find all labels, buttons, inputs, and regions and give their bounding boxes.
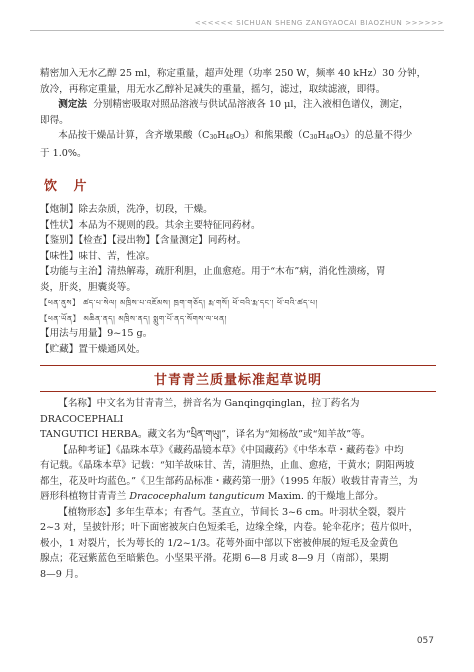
prep-line-2: 放冷，再称定重量，用无水乙醇补足减失的重量，摇匀，滤过，取续滤液，即得。 — [40, 83, 386, 95]
kaozheng-text: 唇形科植物甘青青兰 — [40, 491, 130, 502]
item-paozhi: 【炮制】除去杂质，洗净，切段，干燥。 — [40, 204, 213, 215]
draft-zhiwu-2: 2~3 对，呈披针形；叶下面密被灰白色短柔毛，边缘全缘，内卷。轮伞花序；苞片似叶， — [40, 522, 419, 533]
formula-sub: 48 — [225, 134, 234, 141]
prep-line-1: 精密加入无水乙醇 25 ml，称定重量，超声处理（功率 250 W，频率 40 kHz）30 分钟， — [40, 68, 427, 79]
formula-sub: 30 — [309, 134, 318, 141]
formula-sub: 3 — [241, 134, 245, 141]
prep-line-4: 即得。 — [40, 114, 69, 126]
draft-name-1: 【名称】中文名为甘青青兰，拼音名为 Ganqingqinglan，拉丁药名为 DRACOCEPHALI — [40, 398, 360, 425]
item-xingzhuang: 【性状】本品为不规则的段。其余主要特征同药材。 — [40, 219, 261, 231]
item-yongfa: 【用法与用量】9~15 g。 — [40, 328, 153, 339]
draft-zhiwu-5: 8—9 月。 — [40, 568, 85, 580]
draft-zhiwu-3: 极小，1 对裂片，长为萼长的 1/2~1/3。花萼外面中部以下密被伸展的短毛及金黄色 — [40, 537, 399, 549]
tibetan-line-2: 【ཕན་ཡོན】 མཆིན་ནད། མཁྲིས་ནད། སྨུག་པོ་ནད་སོགས་ལ་ཕན། — [40, 313, 227, 323]
formula-element: H — [317, 130, 326, 141]
draft-zhiwu-1: 【植物形态】多年生草本；有香气。茎直立，节间长 3~6 cm。叶羽状全裂，裂片 — [58, 506, 407, 518]
method-line — [40, 97, 436, 113]
draft-title-block — [40, 369, 436, 388]
content-text-b: ）和熊果酸（C — [244, 130, 310, 141]
draft-kaozheng-2: 有记载。《晶珠本草》记载：“知羊故味甘、苦，清胆热，止血、愈疮，干黄水；阴阳两坡 — [40, 460, 415, 471]
content-requirement — [40, 128, 436, 146]
draft-kaozheng-1: 【品种考证】《晶珠本草》《藏药晶镜本草》《中国藏药》《中华本草・藏药卷》中均 — [58, 444, 404, 456]
content-text-c: ）的总量不得少 — [345, 130, 413, 141]
prep-line-6: 于 1.0%。 — [40, 147, 87, 159]
draft-kaozheng-3: 都生，花及叶均蓝色。”《卫生部药品标准・藏药第一册》（1995 年版）收载甘青青兰，为 — [40, 475, 418, 487]
draft-zhiwu-4: 腺点；花冠紫蓝色至暗紫色。小坚果平滑。花期 6—8 月或 8—9 月（南部），果期 — [40, 553, 389, 564]
item-gongneng-1: 【功能与主治】清热解毒，疏肝利胆，止血愈疮。用于“木布”病，消化性溃疡，胃 — [40, 266, 386, 277]
kaozheng-text-end: Maxim. 的干燥地上部分。 — [264, 491, 384, 502]
formula-sub: 3 — [341, 134, 346, 141]
formula-element: H — [217, 130, 226, 141]
header-rule — [30, 30, 444, 31]
draft-name-2: TANGUTICI HERBA。藏文名为“པྲིན་གཡུ།”，译名为“知杨故”或“知羊故”等。 — [40, 429, 371, 440]
item-gongneng-2: 炎，肝炎，胆囊炎等。 — [40, 281, 136, 293]
content-text-a: 本品按干燥品计算，含齐墩果酸（C — [58, 130, 210, 141]
formula-sub: 30 — [209, 134, 218, 141]
formula-sub: 48 — [325, 134, 334, 141]
formula-element: O — [333, 130, 342, 141]
page-body — [40, 66, 436, 582]
section-title-decoction: 饮 片 — [44, 179, 93, 194]
method-label: 测定法 — [58, 99, 88, 110]
latin-name: Dracocephalum tanguticum — [129, 491, 265, 502]
draft-title: 甘青青兰质量标准起草说明 — [153, 373, 322, 388]
item-zhucang: 【贮藏】置干燥通风处。 — [40, 343, 146, 355]
item-weixing: 【味性】味甘、苦，性凉。 — [40, 250, 156, 262]
page-number: 057 — [416, 636, 434, 646]
item-jianbie: 【鉴别】【检查】【浸出物】【含量测定】同药材。 — [40, 235, 247, 246]
formula-element: O — [233, 130, 242, 141]
running-header: <<<<<< SICHUAN SHENG ZANGYAOCAI BIAOZHUN >>>>>> — [194, 19, 444, 27]
draft-kaozheng-4 — [40, 489, 436, 505]
tibetan-line-1: 【ཕན་ནུས】 ཚད་པ་སེལ། མཁྲིས་པ་འཇོམས། ཁྲག་གཅོད། རྨ་གསོ། ཕོ་བའི་རྨ་དང་། ཕོ་བའི་ཚད་པ། — [40, 298, 318, 307]
method-text: 分别精密吸取对照品溶液与供试品溶液各 10 μl，注入液相色谱仪，测定， — [93, 99, 409, 110]
